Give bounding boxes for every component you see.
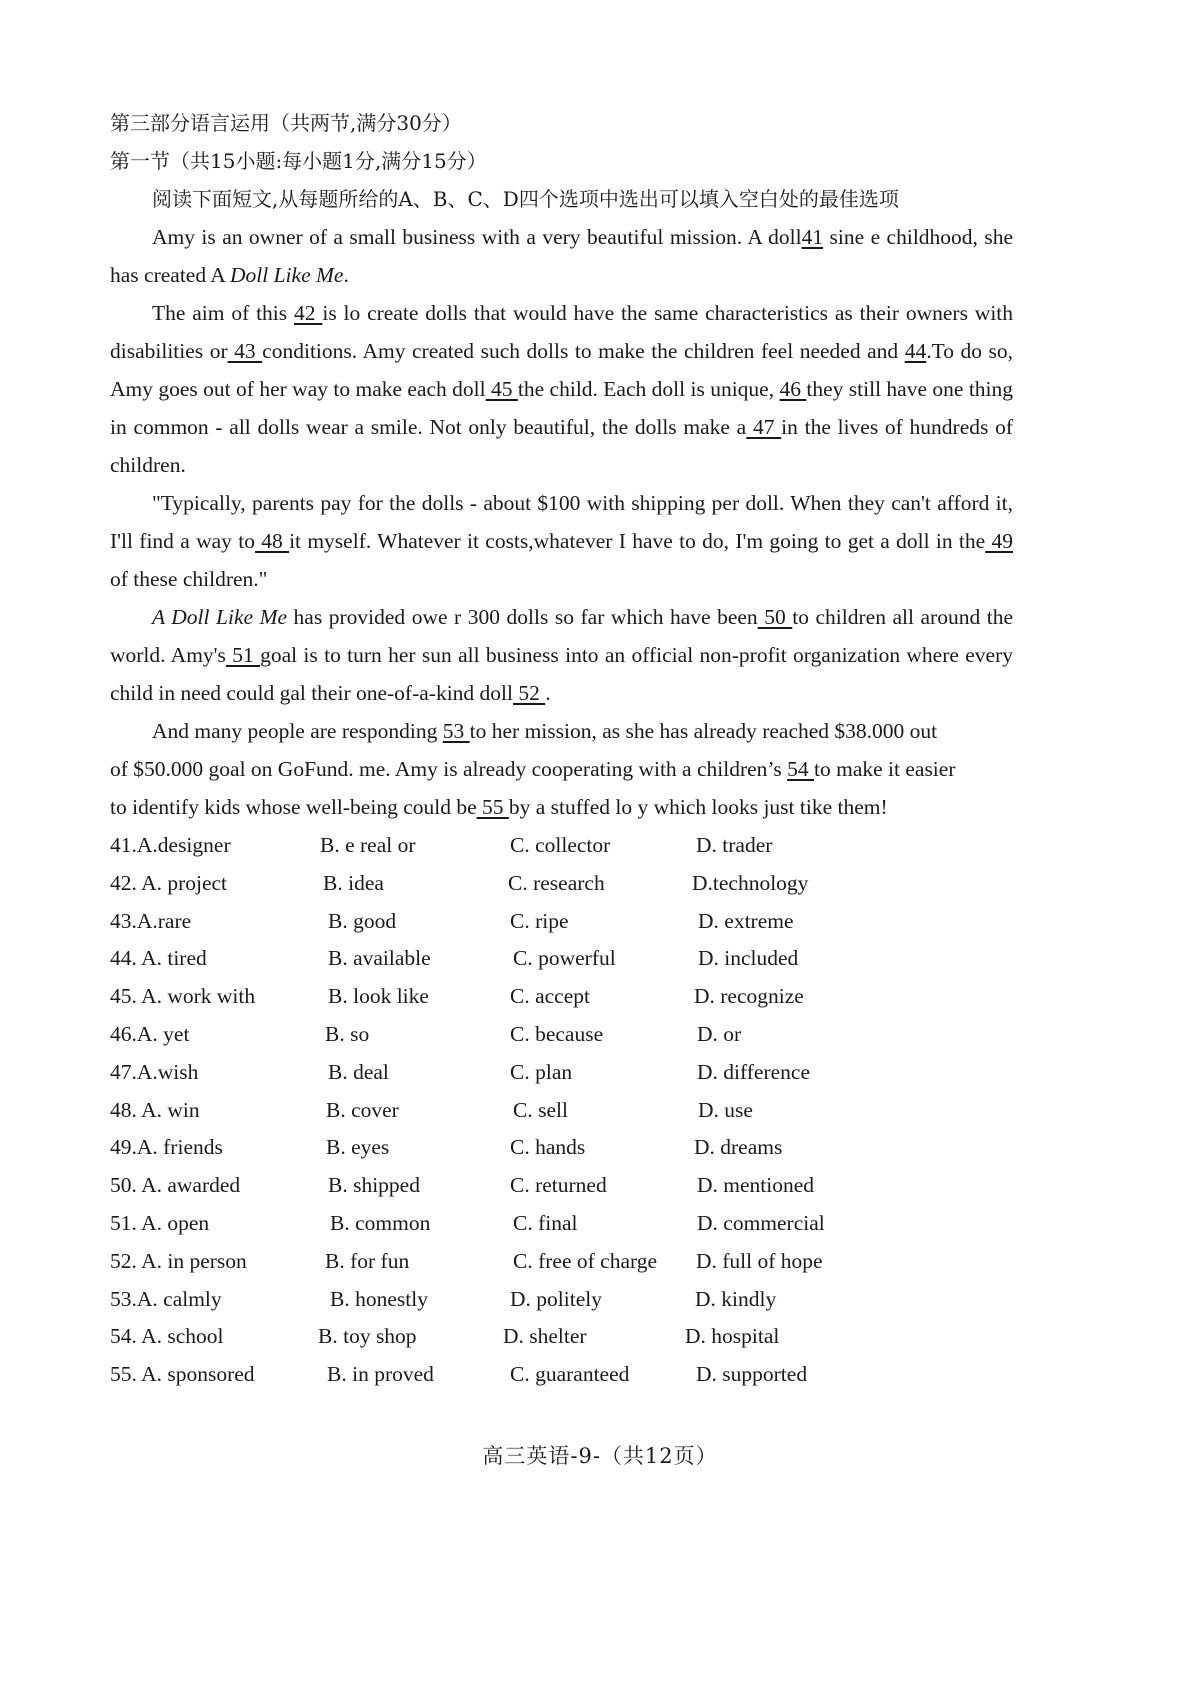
option-a: 47.A.wish [110, 1059, 199, 1084]
blank-54: 54 [787, 757, 814, 781]
option-c: C. hands [510, 1135, 586, 1160]
option-a: 53.A. calmly [110, 1286, 222, 1311]
option-c: C. research [508, 870, 605, 895]
doll-like-me-title: Doll Like Me [230, 263, 344, 287]
text: goal is to turn her sun all business into an official non-profit organization where every child in need could gal their one-of-a-kind doll [110, 643, 1013, 705]
passage-paragraph-1 [110, 218, 1013, 294]
blank-48: 48 [254, 529, 290, 553]
option-b: B. good [328, 908, 397, 933]
blank-45: 45 [485, 377, 518, 401]
option-c: D. shelter [503, 1324, 587, 1349]
text: of these children." [110, 567, 268, 591]
option-b: B. eyes [326, 1135, 390, 1160]
option-b: B. toy shop [318, 1324, 417, 1349]
question-49-options [110, 1128, 1013, 1166]
question-48-options [110, 1091, 1013, 1129]
option-d: D. included [698, 946, 799, 971]
option-a: 51. A. open [110, 1210, 210, 1235]
passage-paragraph-2 [110, 294, 1013, 484]
question-47-options [110, 1053, 1013, 1091]
text: by a stuffed lo y which looks just tike them! [508, 795, 888, 819]
option-d: D. mentioned [697, 1173, 815, 1198]
option-a: 52. A. in person [110, 1248, 247, 1273]
option-c: C. collector [510, 833, 611, 857]
blank-44: 44 [904, 339, 927, 363]
text: to identify kids whose well-being could be [110, 795, 477, 819]
blank-46: 46 [779, 377, 807, 401]
option-b: B. so [325, 1021, 370, 1046]
option-c: C. guaranteed [510, 1362, 630, 1387]
option-d: D. or [697, 1021, 742, 1046]
blank-42: 42 [294, 301, 323, 325]
option-c: C. final [513, 1210, 578, 1235]
text: "Typically, parents pay for the dolls - about $100 with shipping per doll. When they can't afford it, I'll find a way to [110, 491, 1013, 553]
question-43-options [110, 902, 1013, 940]
option-a: 46.A. yet [110, 1021, 190, 1046]
text: to children all around the world. Amy's [110, 605, 1013, 667]
text: is lo create dolls that would have the same characteristics as their owners with disabilities or [110, 301, 1014, 363]
option-c: C. sell [513, 1097, 568, 1122]
doll-like-me-title: A Doll Like Me [152, 605, 288, 629]
text: The aim of this [152, 301, 294, 325]
option-b: B. in proved [327, 1362, 434, 1387]
text: .To do so, Amy goes out of her way to make each doll [110, 339, 1014, 401]
option-a: 48. A. win [110, 1097, 200, 1122]
option-a: 45. A. work with [110, 984, 256, 1009]
passage-paragraph-5-line-1 [110, 712, 1013, 750]
option-b: B. shipped [328, 1173, 420, 1198]
option-d: D. kindly [695, 1286, 777, 1311]
section-title: 第一节（共15小题:每小题1分,满分15分） [110, 149, 487, 173]
option-d: D.technology [692, 870, 809, 895]
blank-41: 41 [801, 225, 824, 249]
option-a: 50. A. awarded [110, 1173, 241, 1198]
blank-52: 52 [513, 681, 546, 705]
text: they still have one thing in common - all dolls wear a smile. Not only beautiful, the dolls make a [110, 377, 1014, 439]
question-50-options [110, 1166, 1013, 1204]
question-41-options [110, 826, 1013, 864]
option-a: 49.A. friends [110, 1135, 223, 1160]
passage-paragraph-5-line-2 [110, 750, 1013, 788]
option-b: B. look like [328, 984, 429, 1009]
option-a: 43.A.rare [110, 908, 192, 933]
option-b: B. idea [323, 870, 384, 895]
option-c: C. free of charge [513, 1248, 658, 1273]
option-b: B. common [330, 1210, 431, 1235]
option-d: D. extreme [698, 908, 794, 933]
option-c: C. returned [510, 1173, 607, 1198]
option-b: B. available [328, 946, 431, 971]
option-b: B. deal [328, 1059, 389, 1084]
option-d: D. supported [696, 1362, 808, 1387]
option-d: D. trader [696, 833, 773, 857]
option-a: 42. A. project [110, 870, 228, 895]
exam-page [110, 104, 1013, 1393]
text: it myself. Whatever it costs,whatever I have to do, I'm going to get a doll in the [289, 529, 986, 553]
blank-51: 51 [225, 643, 261, 667]
option-d: D. hospital [685, 1324, 780, 1349]
option-d: D. difference [697, 1059, 811, 1084]
answer-options [110, 826, 1013, 1393]
question-52-options [110, 1242, 1013, 1280]
text: Amy is an owner of a small business with a very beautiful mission. A doll [152, 225, 802, 249]
passage-paragraph-5-line-3 [110, 788, 1013, 826]
option-d: D. use [698, 1097, 753, 1122]
text: of $50.000 goal on GoFund. me. Amy is already cooperating with a children’s [110, 757, 788, 781]
option-d: D. commercial [697, 1210, 825, 1235]
page-footer: 高三英语-9-（共12页） [482, 1444, 718, 1468]
blank-43: 43 [227, 339, 263, 363]
question-55-options [110, 1355, 1013, 1393]
question-42-options [110, 864, 1013, 902]
text: And many people are responding [152, 719, 443, 743]
blank-47: 47 [746, 415, 782, 439]
question-45-options [110, 977, 1013, 1015]
text: has provided owe r 300 dolls so far which have been [287, 605, 758, 629]
option-a: 54. A. school [110, 1324, 224, 1349]
option-d: D. full of hope [696, 1248, 823, 1273]
text: the child. Each doll is unique, [517, 377, 780, 401]
option-b: B. for fun [325, 1248, 410, 1273]
passage-paragraph-3 [110, 484, 1013, 598]
option-a: 41.A.designer [110, 833, 231, 857]
option-c: C. powerful [513, 946, 616, 971]
text: . [545, 681, 551, 705]
option-c: C. because [510, 1021, 604, 1046]
option-a: 55. A. sponsored [110, 1362, 255, 1387]
text: . [343, 263, 349, 287]
passage-paragraph-4 [110, 598, 1013, 712]
blank-55: 55 [476, 795, 509, 819]
option-d: D. dreams [694, 1135, 783, 1160]
option-c: C. plan [510, 1059, 573, 1084]
option-c: C. accept [510, 984, 590, 1009]
blank-53: 53 [442, 719, 470, 743]
option-b: B. e real or [320, 833, 416, 857]
text: sine e childhood, she has created A [110, 225, 1014, 287]
option-d: D. recognize [694, 984, 804, 1009]
option-c: D. politely [510, 1286, 602, 1311]
question-44-options [110, 939, 1013, 977]
text: conditions. Amy created such dolls to make the children feel needed and [262, 339, 905, 363]
blank-50: 50 [757, 605, 793, 629]
option-b: B. honestly [330, 1286, 428, 1311]
option-b: B. cover [326, 1097, 399, 1122]
text: in the lives of hundreds of children. [110, 415, 1014, 477]
question-46-options [110, 1015, 1013, 1053]
text: to make it easier [814, 757, 956, 781]
text: to her mission, as she has already reached $38.000 out [469, 719, 938, 743]
option-c: C. ripe [510, 908, 569, 933]
option-a: 44. A. tired [110, 946, 207, 971]
part-title: 第三部分语言运用（共两节,满分30分） [110, 111, 462, 135]
instructions: 阅读下面短文,从每题所给的A、B、C、D四个选项中选出可以填入空白处的最佳选项 [152, 187, 899, 211]
question-51-options [110, 1204, 1013, 1242]
blank-49: 49 [985, 529, 1014, 553]
question-53-options [110, 1280, 1013, 1318]
question-54-options [110, 1317, 1013, 1355]
